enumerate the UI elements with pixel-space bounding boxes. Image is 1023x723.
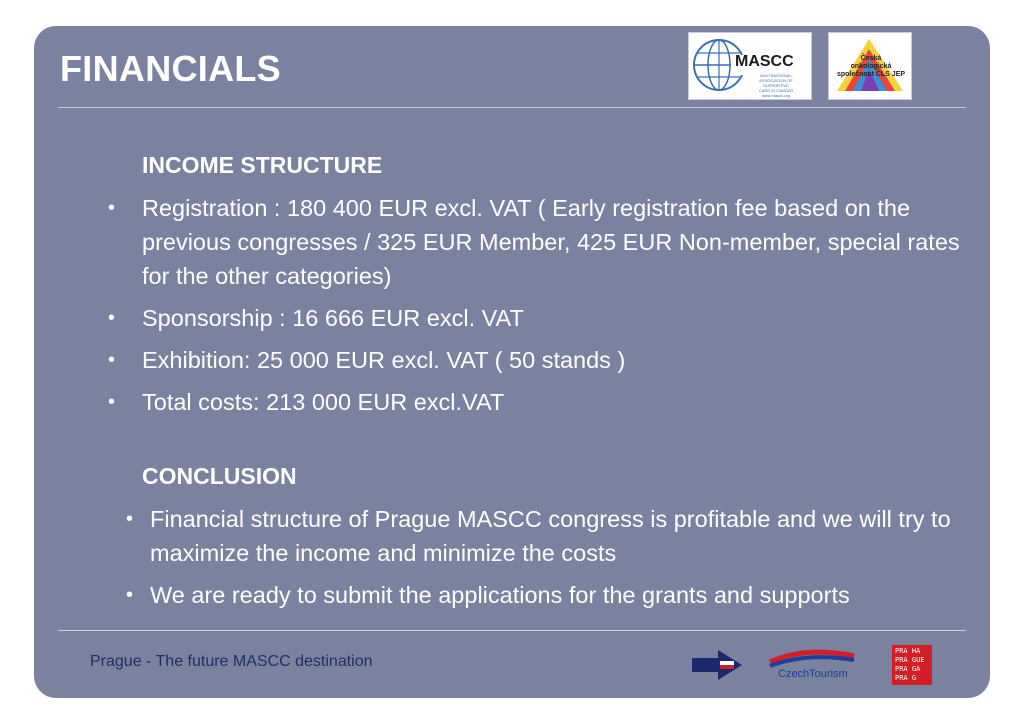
bullet-icon: • xyxy=(126,584,134,606)
czech-flag-arrow-icon xyxy=(690,646,744,684)
czechtourism-swoosh-icon xyxy=(766,644,858,670)
list-item-text: We are ready to submit the applications for the grants and supports xyxy=(150,582,850,608)
header-divider xyxy=(58,107,966,108)
list-item-text: Total costs: 213 000 EUR excl.VAT xyxy=(142,389,505,415)
slide-title: FINANCIALS xyxy=(60,48,281,89)
mascc-logo-subtitle xyxy=(747,73,805,98)
mascc-logo xyxy=(688,32,812,100)
bullet-icon: • xyxy=(126,508,134,530)
ceska-logo-text xyxy=(833,55,909,79)
income-list xyxy=(108,191,962,427)
praha-logo xyxy=(892,645,932,685)
list-item-text: Financial structure of Prague MASCC congress is profitable and we will try to maximize the income and minimize the costs xyxy=(150,506,951,566)
mascc-url: www.mascc.org xyxy=(761,93,790,98)
praha-line: PRA HA xyxy=(895,647,921,655)
conclusion-heading: CONCLUSION xyxy=(142,463,297,489)
list-item-text: Registration : 180 400 EUR excl. VAT ( Early registration fee based on the previous congresses / 325 EUR Member, 425 EUR Non-member, special rates for the other categories) xyxy=(142,195,960,289)
list-item xyxy=(108,301,962,335)
bullet-icon: • xyxy=(108,197,116,219)
ceska-line: společnost ČLS JEP xyxy=(836,71,906,78)
bullet-icon: • xyxy=(108,349,116,371)
bullet-icon: • xyxy=(108,391,116,413)
footer-divider xyxy=(58,630,966,631)
praha-line: PRA GUE xyxy=(895,656,925,664)
ceska-line: Česká xyxy=(860,55,882,62)
conclusion-list xyxy=(126,502,965,620)
praha-line: PRA GA xyxy=(895,665,921,673)
list-item xyxy=(126,502,965,570)
list-item xyxy=(108,191,962,293)
list-item-text: Sponsorship : 16 666 EUR excl. VAT xyxy=(142,305,524,331)
list-item-text: Exhibition: 25 000 EUR excl. VAT ( 50 stands ) xyxy=(142,347,626,373)
czechtourism-label: CzechTourism xyxy=(778,668,848,680)
ceska-onkologicka-logo xyxy=(828,32,912,100)
list-item xyxy=(108,385,962,419)
list-item xyxy=(126,578,965,612)
bullet-icon: • xyxy=(108,307,116,329)
footer-text: Prague - The future MASCC destination xyxy=(90,653,373,670)
mascc-subtitle-line: CARE IN CANCER xyxy=(758,88,794,93)
mascc-subtitle-line: ASSOCIATION OF SUPPORTIVE xyxy=(759,78,793,88)
czechtourism-logo xyxy=(766,644,858,680)
mascc-logo-name: MASCC xyxy=(735,53,794,70)
ceska-line: onkologická xyxy=(850,63,892,70)
slide xyxy=(34,26,990,698)
income-heading: INCOME STRUCTURE xyxy=(142,152,383,178)
mascc-subtitle-line: MULTINATIONAL xyxy=(760,73,792,78)
list-item xyxy=(108,343,962,377)
praha-line: PRA G xyxy=(895,674,917,682)
